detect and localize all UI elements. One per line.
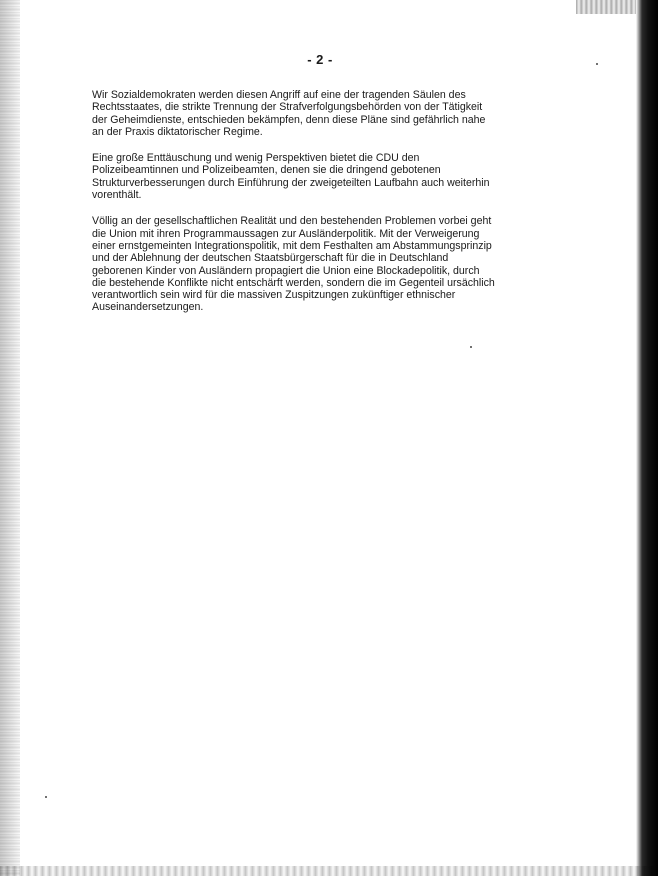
paragraph-polizei: Eine große Enttäuschung und wenig Perspektiven bietet die CDU den Polizeibeamtinnen und Polizeibeamten, denen sie die dringend gebotenen Strukturverbesserungen durch Einführung der zweigeteilten Laufbahn auch weiterhin vorenthält. xyxy=(92,152,490,202)
paragraph-rechtsstaat: Wir Sozialdemokraten werden diesen Angriff auf eine der tragenden Säulen des Rechtsstaates, die strikte Trennung der Strafverfolgungsbehörden von der Tätigkeit der Geheimdienste, entschieden bekämpfen, denn diese Pläne sind gefährlich nahe an der Praxis diktatorischer Regime. xyxy=(92,89,486,138)
scan-speck xyxy=(45,796,47,798)
scan-speck xyxy=(596,63,598,65)
scan-edge-left xyxy=(0,0,20,876)
paragraph-auslaenderpolitik: Völlig an der gesellschaftlichen Realität und den bestehenden Problemen vorbei geht die Union mit ihren Programmaussagen zur Ausländerpolitik. Mit der Verweigerung einer ernstgemeinten Integrationspolitik, mit dem Festhalten am Abstammungsprinzip und der Ablehnung der deutschen Staatsbürgerschaft für die in Deutschland geborenen Kinder von Ausländern propagiert die Union eine Blockadepolitik, durch die bestehende Konflikte nicht entschärft werden, sondern die im Gegenteil ursächlich verantwortlich sein wird für die massiven Zuspitzungen zukünftiger ethnischer Auseinandersetzungen. xyxy=(92,215,495,314)
page-number: - 2 - xyxy=(307,52,333,67)
scan-speck xyxy=(470,346,472,348)
document-body xyxy=(92,89,542,328)
scan-edge-right xyxy=(636,0,658,876)
scan-edge-bottom xyxy=(0,866,658,876)
scan-noise-top-right xyxy=(576,0,636,14)
